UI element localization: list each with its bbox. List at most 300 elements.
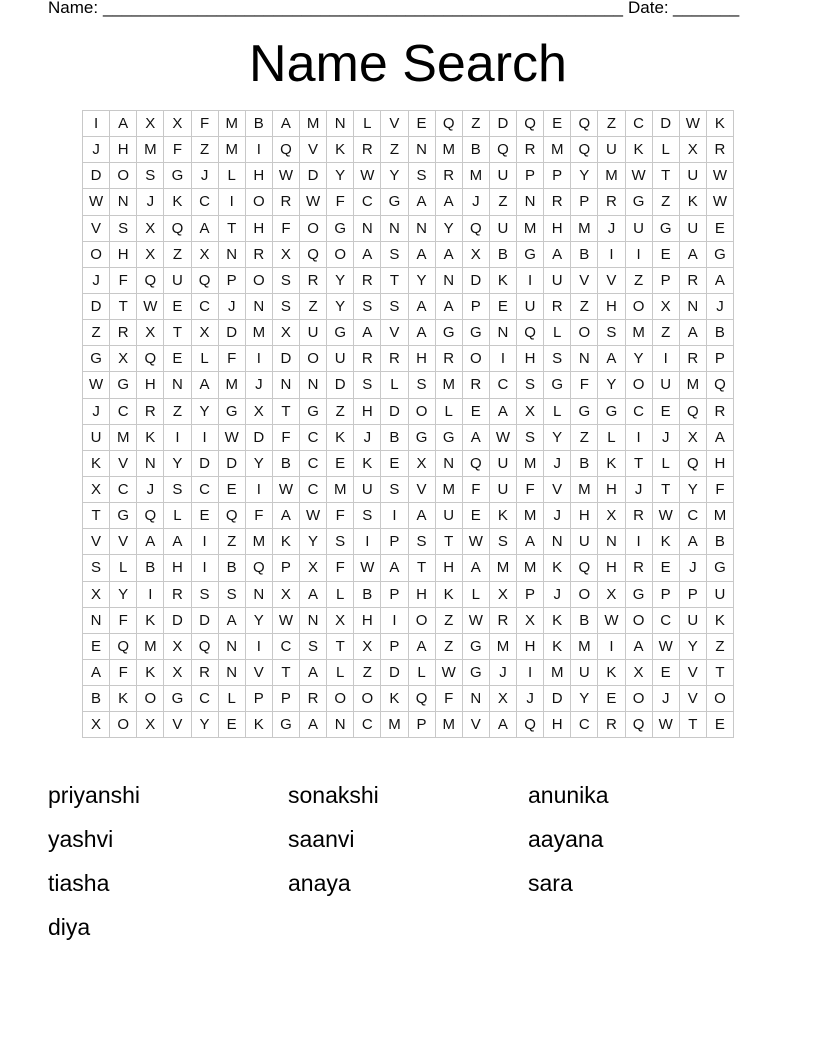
grid-cell[interactable]: P: [408, 712, 435, 738]
grid-cell[interactable]: F: [706, 476, 733, 502]
grid-cell[interactable]: X: [489, 686, 516, 712]
grid-cell[interactable]: E: [218, 476, 245, 502]
grid-cell[interactable]: R: [435, 163, 462, 189]
grid-cell[interactable]: Y: [245, 607, 272, 633]
grid-cell[interactable]: K: [544, 607, 571, 633]
grid-cell[interactable]: A: [625, 633, 652, 659]
grid-cell[interactable]: G: [272, 712, 299, 738]
grid-cell[interactable]: D: [272, 346, 299, 372]
grid-cell[interactable]: H: [598, 476, 625, 502]
grid-cell[interactable]: A: [706, 424, 733, 450]
grid-cell[interactable]: X: [137, 241, 164, 267]
grid-cell[interactable]: Q: [164, 215, 191, 241]
grid-cell[interactable]: M: [571, 633, 598, 659]
grid-cell[interactable]: U: [83, 424, 110, 450]
grid-cell[interactable]: G: [462, 633, 489, 659]
grid-cell[interactable]: M: [598, 163, 625, 189]
grid-cell[interactable]: X: [83, 712, 110, 738]
grid-cell[interactable]: S: [354, 503, 381, 529]
grid-cell[interactable]: P: [706, 346, 733, 372]
grid-cell[interactable]: G: [625, 581, 652, 607]
grid-cell[interactable]: N: [435, 450, 462, 476]
grid-cell[interactable]: S: [517, 424, 544, 450]
grid-cell[interactable]: L: [164, 503, 191, 529]
grid-cell[interactable]: N: [435, 267, 462, 293]
grid-cell[interactable]: Y: [191, 712, 218, 738]
grid-cell[interactable]: H: [354, 398, 381, 424]
grid-cell[interactable]: B: [272, 450, 299, 476]
grid-cell[interactable]: F: [462, 476, 489, 502]
grid-cell[interactable]: N: [137, 450, 164, 476]
grid-cell[interactable]: G: [544, 372, 571, 398]
grid-cell[interactable]: R: [164, 581, 191, 607]
grid-cell[interactable]: O: [625, 372, 652, 398]
grid-cell[interactable]: M: [327, 476, 354, 502]
grid-cell[interactable]: S: [408, 372, 435, 398]
grid-cell[interactable]: S: [272, 293, 299, 319]
grid-cell[interactable]: F: [517, 476, 544, 502]
grid-cell[interactable]: K: [137, 607, 164, 633]
grid-cell[interactable]: K: [544, 555, 571, 581]
grid-cell[interactable]: R: [598, 712, 625, 738]
grid-cell[interactable]: H: [598, 293, 625, 319]
grid-cell[interactable]: X: [517, 398, 544, 424]
grid-cell[interactable]: I: [625, 241, 652, 267]
grid-cell[interactable]: Z: [435, 633, 462, 659]
grid-cell[interactable]: A: [110, 111, 137, 137]
grid-cell[interactable]: P: [652, 267, 679, 293]
grid-cell[interactable]: N: [83, 607, 110, 633]
grid-cell[interactable]: X: [598, 503, 625, 529]
grid-cell[interactable]: B: [381, 424, 408, 450]
grid-cell[interactable]: X: [598, 581, 625, 607]
grid-cell[interactable]: I: [191, 424, 218, 450]
grid-cell[interactable]: L: [218, 686, 245, 712]
grid-cell[interactable]: L: [327, 659, 354, 685]
grid-cell[interactable]: W: [489, 424, 516, 450]
grid-cell[interactable]: Q: [571, 137, 598, 163]
grid-cell[interactable]: S: [489, 529, 516, 555]
grid-cell[interactable]: C: [300, 476, 327, 502]
grid-cell[interactable]: J: [544, 503, 571, 529]
grid-cell[interactable]: T: [272, 398, 299, 424]
grid-cell[interactable]: M: [489, 633, 516, 659]
grid-cell[interactable]: T: [408, 555, 435, 581]
grid-cell[interactable]: U: [706, 581, 733, 607]
grid-cell[interactable]: K: [598, 659, 625, 685]
grid-cell[interactable]: R: [354, 346, 381, 372]
grid-cell[interactable]: E: [164, 346, 191, 372]
grid-cell[interactable]: Q: [245, 555, 272, 581]
grid-cell[interactable]: G: [462, 659, 489, 685]
grid-cell[interactable]: G: [327, 215, 354, 241]
grid-cell[interactable]: F: [110, 607, 137, 633]
grid-cell[interactable]: B: [245, 111, 272, 137]
grid-cell[interactable]: R: [462, 372, 489, 398]
grid-cell[interactable]: O: [408, 607, 435, 633]
grid-cell[interactable]: P: [381, 529, 408, 555]
grid-cell[interactable]: M: [381, 712, 408, 738]
grid-cell[interactable]: C: [110, 476, 137, 502]
grid-cell[interactable]: Q: [706, 372, 733, 398]
grid-cell[interactable]: W: [652, 503, 679, 529]
grid-cell[interactable]: A: [164, 529, 191, 555]
grid-cell[interactable]: A: [300, 712, 327, 738]
grid-cell[interactable]: M: [435, 712, 462, 738]
grid-cell[interactable]: G: [164, 163, 191, 189]
grid-cell[interactable]: M: [218, 372, 245, 398]
grid-cell[interactable]: U: [679, 607, 706, 633]
grid-cell[interactable]: L: [462, 581, 489, 607]
grid-cell[interactable]: F: [571, 372, 598, 398]
grid-cell[interactable]: S: [110, 215, 137, 241]
grid-cell[interactable]: Q: [218, 503, 245, 529]
grid-cell[interactable]: J: [83, 398, 110, 424]
grid-cell[interactable]: K: [137, 424, 164, 450]
grid-cell[interactable]: A: [544, 241, 571, 267]
grid-cell[interactable]: M: [218, 137, 245, 163]
grid-cell[interactable]: R: [354, 267, 381, 293]
grid-cell[interactable]: T: [652, 476, 679, 502]
grid-cell[interactable]: X: [164, 111, 191, 137]
grid-cell[interactable]: Q: [679, 398, 706, 424]
grid-cell[interactable]: W: [272, 476, 299, 502]
grid-cell[interactable]: G: [598, 398, 625, 424]
grid-cell[interactable]: I: [191, 555, 218, 581]
grid-cell[interactable]: A: [435, 189, 462, 215]
grid-cell[interactable]: D: [218, 320, 245, 346]
grid-cell[interactable]: O: [245, 189, 272, 215]
grid-cell[interactable]: C: [625, 111, 652, 137]
grid-cell[interactable]: J: [83, 137, 110, 163]
grid-cell[interactable]: G: [218, 398, 245, 424]
grid-cell[interactable]: R: [489, 607, 516, 633]
grid-cell[interactable]: K: [110, 686, 137, 712]
grid-cell[interactable]: S: [544, 346, 571, 372]
grid-cell[interactable]: Q: [300, 241, 327, 267]
grid-cell[interactable]: G: [110, 372, 137, 398]
date-field[interactable]: _______: [673, 0, 740, 17]
grid-cell[interactable]: I: [245, 346, 272, 372]
grid-cell[interactable]: X: [679, 424, 706, 450]
grid-cell[interactable]: U: [489, 450, 516, 476]
grid-cell[interactable]: N: [489, 320, 516, 346]
grid-cell[interactable]: O: [327, 241, 354, 267]
grid-cell[interactable]: Z: [381, 137, 408, 163]
grid-cell[interactable]: P: [245, 686, 272, 712]
grid-cell[interactable]: X: [300, 555, 327, 581]
grid-cell[interactable]: W: [83, 189, 110, 215]
grid-cell[interactable]: P: [381, 581, 408, 607]
grid-cell[interactable]: G: [300, 398, 327, 424]
grid-cell[interactable]: S: [408, 529, 435, 555]
grid-cell[interactable]: X: [462, 241, 489, 267]
grid-cell[interactable]: A: [598, 346, 625, 372]
grid-cell[interactable]: M: [435, 372, 462, 398]
grid-cell[interactable]: Z: [652, 320, 679, 346]
grid-cell[interactable]: E: [462, 503, 489, 529]
grid-cell[interactable]: S: [598, 320, 625, 346]
grid-cell[interactable]: N: [544, 529, 571, 555]
grid-cell[interactable]: O: [300, 215, 327, 241]
grid-cell[interactable]: M: [300, 111, 327, 137]
grid-cell[interactable]: N: [408, 137, 435, 163]
grid-cell[interactable]: X: [164, 659, 191, 685]
grid-cell[interactable]: M: [625, 320, 652, 346]
grid-cell[interactable]: R: [598, 189, 625, 215]
grid-cell[interactable]: M: [679, 372, 706, 398]
grid-cell[interactable]: A: [489, 712, 516, 738]
grid-cell[interactable]: G: [706, 555, 733, 581]
grid-cell[interactable]: O: [110, 163, 137, 189]
grid-cell[interactable]: J: [354, 424, 381, 450]
grid-cell[interactable]: A: [408, 241, 435, 267]
grid-cell[interactable]: W: [598, 607, 625, 633]
grid-cell[interactable]: K: [625, 137, 652, 163]
grid-cell[interactable]: I: [489, 346, 516, 372]
grid-cell[interactable]: V: [544, 476, 571, 502]
grid-cell[interactable]: O: [625, 293, 652, 319]
grid-cell[interactable]: O: [245, 267, 272, 293]
grid-cell[interactable]: Q: [462, 450, 489, 476]
grid-cell[interactable]: O: [327, 686, 354, 712]
grid-cell[interactable]: L: [327, 581, 354, 607]
grid-cell[interactable]: S: [137, 163, 164, 189]
grid-cell[interactable]: L: [544, 320, 571, 346]
grid-cell[interactable]: G: [571, 398, 598, 424]
grid-cell[interactable]: X: [110, 346, 137, 372]
grid-cell[interactable]: K: [489, 267, 516, 293]
grid-cell[interactable]: P: [544, 163, 571, 189]
grid-cell[interactable]: C: [272, 633, 299, 659]
grid-cell[interactable]: Y: [300, 529, 327, 555]
grid-cell[interactable]: O: [571, 320, 598, 346]
grid-cell[interactable]: F: [110, 659, 137, 685]
grid-cell[interactable]: X: [137, 111, 164, 137]
grid-cell[interactable]: E: [381, 450, 408, 476]
grid-cell[interactable]: Q: [571, 111, 598, 137]
grid-cell[interactable]: Q: [191, 633, 218, 659]
grid-cell[interactable]: X: [137, 215, 164, 241]
grid-cell[interactable]: X: [245, 398, 272, 424]
grid-cell[interactable]: W: [354, 555, 381, 581]
grid-cell[interactable]: C: [652, 607, 679, 633]
grid-cell[interactable]: N: [462, 686, 489, 712]
grid-cell[interactable]: X: [272, 241, 299, 267]
grid-cell[interactable]: Q: [137, 267, 164, 293]
grid-cell[interactable]: W: [706, 163, 733, 189]
grid-cell[interactable]: G: [164, 686, 191, 712]
grid-cell[interactable]: Y: [544, 424, 571, 450]
grid-cell[interactable]: N: [245, 581, 272, 607]
grid-cell[interactable]: S: [218, 581, 245, 607]
grid-cell[interactable]: G: [381, 189, 408, 215]
grid-cell[interactable]: Z: [489, 189, 516, 215]
grid-cell[interactable]: J: [218, 293, 245, 319]
grid-cell[interactable]: Y: [110, 581, 137, 607]
grid-cell[interactable]: A: [191, 215, 218, 241]
grid-cell[interactable]: Y: [571, 163, 598, 189]
grid-cell[interactable]: D: [83, 163, 110, 189]
grid-cell[interactable]: H: [706, 450, 733, 476]
grid-cell[interactable]: X: [652, 293, 679, 319]
grid-cell[interactable]: U: [354, 476, 381, 502]
grid-cell[interactable]: J: [598, 215, 625, 241]
grid-cell[interactable]: K: [706, 607, 733, 633]
grid-cell[interactable]: R: [625, 503, 652, 529]
grid-cell[interactable]: M: [137, 137, 164, 163]
grid-cell[interactable]: M: [245, 529, 272, 555]
grid-cell[interactable]: U: [679, 215, 706, 241]
grid-cell[interactable]: A: [381, 555, 408, 581]
grid-cell[interactable]: F: [327, 555, 354, 581]
grid-cell[interactable]: N: [517, 189, 544, 215]
grid-cell[interactable]: A: [408, 320, 435, 346]
grid-cell[interactable]: Z: [706, 633, 733, 659]
grid-cell[interactable]: D: [652, 111, 679, 137]
grid-cell[interactable]: I: [598, 633, 625, 659]
grid-cell[interactable]: M: [245, 320, 272, 346]
grid-cell[interactable]: H: [408, 581, 435, 607]
grid-cell[interactable]: O: [300, 346, 327, 372]
grid-cell[interactable]: Z: [164, 398, 191, 424]
grid-cell[interactable]: P: [652, 581, 679, 607]
grid-cell[interactable]: Z: [462, 111, 489, 137]
grid-cell[interactable]: J: [191, 163, 218, 189]
grid-cell[interactable]: C: [571, 712, 598, 738]
grid-cell[interactable]: Y: [327, 293, 354, 319]
grid-cell[interactable]: N: [327, 111, 354, 137]
grid-cell[interactable]: O: [462, 346, 489, 372]
grid-cell[interactable]: G: [110, 503, 137, 529]
grid-cell[interactable]: G: [517, 241, 544, 267]
grid-cell[interactable]: A: [354, 241, 381, 267]
grid-cell[interactable]: I: [381, 607, 408, 633]
grid-cell[interactable]: A: [408, 633, 435, 659]
grid-cell[interactable]: U: [517, 293, 544, 319]
grid-cell[interactable]: J: [652, 424, 679, 450]
grid-cell[interactable]: N: [679, 293, 706, 319]
grid-cell[interactable]: U: [571, 529, 598, 555]
grid-cell[interactable]: Z: [571, 293, 598, 319]
grid-cell[interactable]: F: [435, 686, 462, 712]
grid-cell[interactable]: X: [408, 450, 435, 476]
grid-cell[interactable]: L: [652, 450, 679, 476]
grid-cell[interactable]: X: [489, 581, 516, 607]
grid-cell[interactable]: K: [679, 189, 706, 215]
grid-cell[interactable]: W: [435, 659, 462, 685]
grid-cell[interactable]: A: [354, 320, 381, 346]
grid-cell[interactable]: D: [489, 111, 516, 137]
grid-cell[interactable]: Q: [517, 320, 544, 346]
grid-cell[interactable]: J: [652, 686, 679, 712]
grid-cell[interactable]: C: [191, 189, 218, 215]
grid-cell[interactable]: R: [706, 137, 733, 163]
grid-cell[interactable]: J: [137, 476, 164, 502]
grid-cell[interactable]: M: [571, 476, 598, 502]
grid-cell[interactable]: R: [679, 346, 706, 372]
grid-cell[interactable]: I: [218, 189, 245, 215]
grid-cell[interactable]: U: [489, 215, 516, 241]
grid-cell[interactable]: E: [706, 712, 733, 738]
grid-cell[interactable]: R: [354, 137, 381, 163]
grid-cell[interactable]: D: [83, 293, 110, 319]
grid-cell[interactable]: L: [110, 555, 137, 581]
grid-cell[interactable]: U: [164, 267, 191, 293]
grid-cell[interactable]: G: [462, 320, 489, 346]
grid-cell[interactable]: O: [354, 686, 381, 712]
grid-cell[interactable]: V: [381, 111, 408, 137]
grid-cell[interactable]: V: [679, 686, 706, 712]
grid-cell[interactable]: I: [83, 111, 110, 137]
grid-cell[interactable]: G: [652, 215, 679, 241]
grid-cell[interactable]: F: [245, 503, 272, 529]
grid-cell[interactable]: G: [83, 346, 110, 372]
grid-cell[interactable]: Y: [408, 267, 435, 293]
grid-cell[interactable]: Y: [598, 372, 625, 398]
grid-cell[interactable]: P: [517, 581, 544, 607]
grid-cell[interactable]: Z: [435, 607, 462, 633]
grid-cell[interactable]: T: [164, 320, 191, 346]
grid-cell[interactable]: V: [110, 450, 137, 476]
grid-cell[interactable]: C: [191, 476, 218, 502]
grid-cell[interactable]: Z: [598, 111, 625, 137]
grid-cell[interactable]: Z: [164, 241, 191, 267]
grid-cell[interactable]: C: [489, 372, 516, 398]
grid-cell[interactable]: U: [598, 137, 625, 163]
grid-cell[interactable]: I: [191, 529, 218, 555]
grid-cell[interactable]: A: [300, 659, 327, 685]
grid-cell[interactable]: I: [625, 529, 652, 555]
grid-cell[interactable]: Q: [489, 137, 516, 163]
grid-cell[interactable]: C: [191, 293, 218, 319]
grid-cell[interactable]: X: [272, 581, 299, 607]
grid-cell[interactable]: V: [110, 529, 137, 555]
grid-cell[interactable]: P: [272, 555, 299, 581]
grid-cell[interactable]: G: [706, 241, 733, 267]
grid-cell[interactable]: R: [110, 320, 137, 346]
grid-cell[interactable]: V: [408, 476, 435, 502]
grid-cell[interactable]: X: [137, 320, 164, 346]
grid-cell[interactable]: Q: [625, 712, 652, 738]
grid-cell[interactable]: C: [354, 189, 381, 215]
grid-cell[interactable]: F: [218, 346, 245, 372]
grid-cell[interactable]: P: [381, 633, 408, 659]
grid-cell[interactable]: K: [381, 686, 408, 712]
grid-cell[interactable]: N: [164, 372, 191, 398]
grid-cell[interactable]: L: [354, 111, 381, 137]
grid-cell[interactable]: I: [137, 581, 164, 607]
grid-cell[interactable]: A: [83, 659, 110, 685]
grid-cell[interactable]: R: [272, 189, 299, 215]
grid-cell[interactable]: K: [354, 450, 381, 476]
grid-cell[interactable]: H: [245, 163, 272, 189]
grid-cell[interactable]: H: [517, 346, 544, 372]
grid-cell[interactable]: Q: [137, 503, 164, 529]
grid-cell[interactable]: S: [164, 476, 191, 502]
grid-cell[interactable]: I: [381, 503, 408, 529]
grid-cell[interactable]: I: [245, 137, 272, 163]
grid-cell[interactable]: E: [652, 555, 679, 581]
grid-cell[interactable]: W: [706, 189, 733, 215]
grid-cell[interactable]: N: [272, 372, 299, 398]
grid-cell[interactable]: B: [571, 607, 598, 633]
grid-cell[interactable]: N: [300, 372, 327, 398]
grid-cell[interactable]: J: [517, 686, 544, 712]
grid-cell[interactable]: V: [245, 659, 272, 685]
grid-cell[interactable]: M: [489, 555, 516, 581]
grid-cell[interactable]: A: [706, 267, 733, 293]
